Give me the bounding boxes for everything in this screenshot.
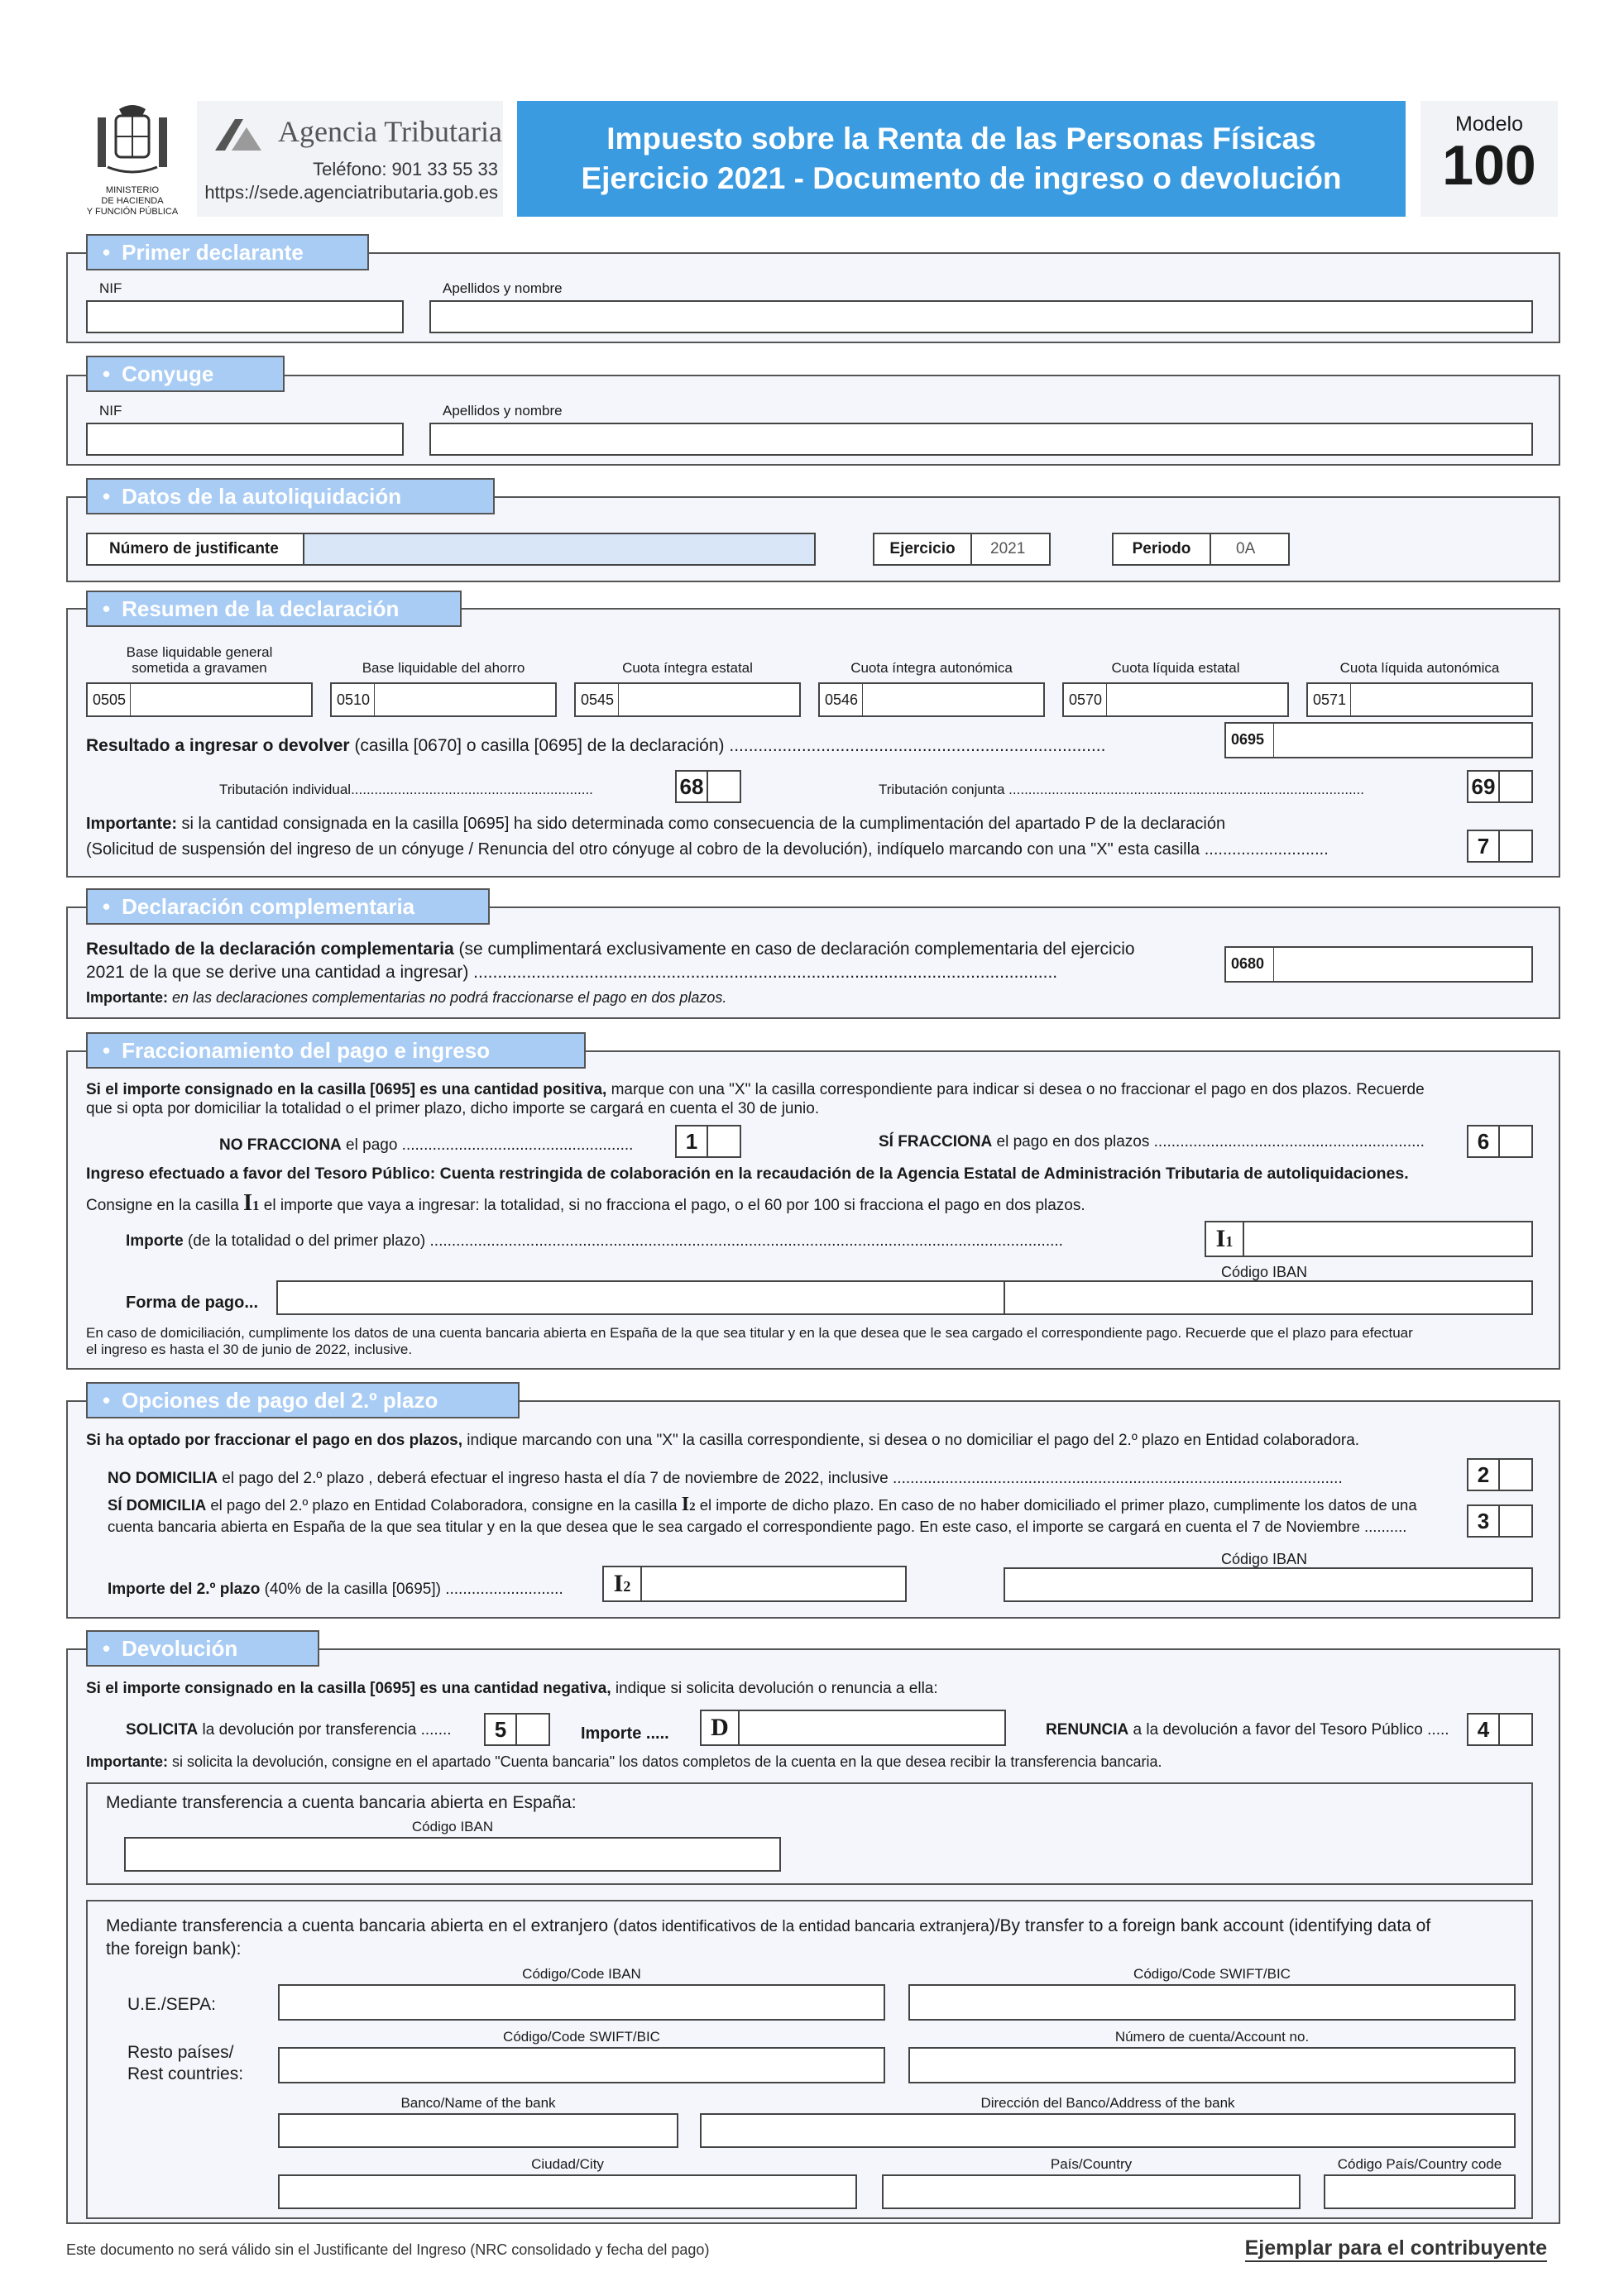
footer-note: Este documento no será válido sin el Justificante del Ingreso (NRC consolidado y fecha del pago) xyxy=(66,2241,710,2258)
complementaria-0680-input[interactable]: 0680 xyxy=(1224,946,1533,983)
agency-name: Agencia Tributaria xyxy=(278,115,502,148)
ministry-name: MINISTERIO DE HACIENDA Y FUNCIÓN PÚBLICA xyxy=(86,185,179,217)
iban-label: Código IBAN xyxy=(1221,1551,1308,1567)
espana-iban-input[interactable] xyxy=(124,1837,781,1872)
city-label: Ciudad/City xyxy=(531,2156,604,2172)
resto-account-input[interactable] xyxy=(908,2047,1516,2083)
iban-input[interactable] xyxy=(1004,1280,1533,1315)
modelo-label: Modelo xyxy=(1455,112,1523,136)
resumen-section xyxy=(66,608,1560,878)
periodo-value: 0A xyxy=(1236,540,1256,557)
espana-title: Mediante transferencia a cuenta bancaria abierta en España: xyxy=(106,1793,577,1812)
si-domicilia-text: SÍ DOMICILIA el pago del 2.º plazo en Entidad Colaboradora, consigne en la casilla I2 el importe de dicho plazo. En caso de no haber domiciliado el primer plazo, cumplimente los datos de una cuenta bancaria abierta en España de la que sea titular y en la que desea que le sea cargado el correspondiente pago. En este caso, el importe se cargará en cuenta el 7 de Noviembre .......... xyxy=(108,1494,1417,1535)
resto-paises-label: Resto países/ Rest countries: xyxy=(127,2043,244,2083)
primer-nif-input[interactable] xyxy=(86,300,404,333)
importante-checkbox[interactable]: 7 xyxy=(1467,830,1533,863)
opciones-section xyxy=(66,1400,1560,1619)
modelo-box xyxy=(1420,101,1558,217)
trib-conjunta-label: Tributación conjunta ........................................................................................... xyxy=(879,782,1364,797)
field-0570-input[interactable]: 0570 xyxy=(1062,682,1289,717)
complementaria-tab: • Declaración complementaria xyxy=(86,888,490,925)
forma-pago-input[interactable] xyxy=(276,1280,1052,1315)
account-no-label: Número de cuenta/Account no. xyxy=(1114,2029,1310,2045)
complementaria-importante: Importante: en las declaraciones complementarias no podrá fraccionarse el pago en dos plazos. xyxy=(86,989,727,1006)
nif-label: NIF xyxy=(99,403,122,419)
periodo-label: Periodo xyxy=(1114,534,1211,564)
resultado-0695-input[interactable]: 0695 xyxy=(1224,722,1533,758)
field-0545-input[interactable]: 0545 xyxy=(574,682,801,717)
ejercicio-label: Ejercicio xyxy=(874,534,972,564)
country-code-label: Código País/Country code xyxy=(1337,2156,1502,2172)
complementaria-text: Resultado de la declaración complementaria (se cumplimentará exclusivamente en caso de declaración complementaria del ejercicio 2021 de la que se derive una cantidad a ingresar) ......................................................................................................................... xyxy=(86,940,1135,982)
title-line-1: Impuesto sobre la Renta de las Personas Físicas xyxy=(606,122,1316,155)
field-label-0546: Cuota íntegra autonómica xyxy=(850,660,1013,676)
swift-code-2-label: Código/Code SWIFT/BIC xyxy=(503,2029,660,2045)
field-label-0545: Cuota íntegra estatal xyxy=(622,660,753,676)
importante-note: Importante: si la cantidad consignada en la casilla [0695] ha sido determinada como consecuencia de la cumplimentación del apartado P de la declaración (Solicitud de suspensión del ingreso de un cónyuge / Renuncia del otro cónyuge al cobro de la devolución), indíquelo marcando con una "X" esta casilla ........................... xyxy=(86,815,1329,859)
justificante-label-box: Número de justificante xyxy=(86,533,304,566)
conyuge-section xyxy=(66,375,1560,466)
importe-label: Importe (de la totalidad o del primer plazo) ................................................................................................................................................. xyxy=(126,1232,1063,1250)
field-label-0510: Base liquidable del ahorro xyxy=(362,660,525,676)
document-title xyxy=(517,101,1406,217)
no-fracciona-checkbox[interactable]: 1 xyxy=(675,1125,741,1158)
extranjero-title: Mediante transferencia a cuenta bancaria abierta en el extranjero (datos identificativos de la entidad bancaria extranjera)/By transfer to a foreign bank account (identifying data of the foreign bank): xyxy=(106,1916,1431,1959)
field-0546-input[interactable]: 0546 xyxy=(818,682,1045,717)
trib-conjunta-checkbox[interactable]: 69 xyxy=(1467,770,1533,803)
solicita-label: SOLICITA la devolución por transferencia ....... xyxy=(126,1721,452,1739)
agency-logo-icon xyxy=(210,114,268,155)
fraccionamiento-tab: • Fraccionamiento del pago e ingreso xyxy=(86,1032,586,1069)
primer-name-input[interactable] xyxy=(429,300,1533,333)
importe-d-label: Importe ..... xyxy=(581,1724,669,1743)
sepa-iban-input[interactable] xyxy=(278,1984,885,2021)
iban-code-label: Código/Code IBAN xyxy=(522,1966,641,1982)
iban-label: Código IBAN xyxy=(1221,1264,1308,1280)
name-label: Apellidos y nombre xyxy=(443,280,563,296)
resumen-tab: • Resumen de la declaración xyxy=(86,591,462,627)
country-code-input[interactable] xyxy=(1324,2174,1516,2209)
extranjero-account-box xyxy=(86,1900,1533,2219)
sepa-swift-input[interactable] xyxy=(908,1984,1516,2021)
agency-url: https://sede.agenciatributaria.gob.es xyxy=(204,182,498,203)
no-domicilia-checkbox[interactable]: 2 xyxy=(1467,1458,1533,1491)
field-label-0570: Cuota líquida estatal xyxy=(1111,660,1240,676)
swift-code-label: Código/Code SWIFT/BIC xyxy=(1133,1966,1291,1982)
d-code: D xyxy=(702,1711,740,1744)
bank-name-input[interactable] xyxy=(278,2113,678,2148)
field-0571-input[interactable]: 0571 xyxy=(1306,682,1533,717)
domiciliacion-note: En caso de domiciliación, cumplimente los datos de una cuenta bancaria abierta en España de la que sea titular y en la que desea que le sea cargado el correspondiente pago. Recuerde que el plazo para efectuar el ingreso es hasta el 30 de junio de 2022, inclusive. xyxy=(86,1325,1413,1357)
devolucion-intro: Si el importe consignado en la casilla [0695] es una cantidad negativa, indique si solicita devolución o renuncia a ella: xyxy=(86,1680,938,1697)
field-label-0505: Base liquidable general sometida a gravamen xyxy=(126,644,273,676)
no-domicilia-label: NO DOMICILIA el pago del 2.º plazo , deberá efectuar el ingreso hasta el día 7 de noviembre de 2022, inclusive ....................................................................................................... xyxy=(108,1470,1343,1487)
fracc-intro: Si el importe consignado en la casilla [0695] es una cantidad positiva, marque con una "X" la casilla correspondiente para indicar si desea o no fraccionar el pago en dos plazos. Recuerde que si opta por domiciliar la totalidad o el primer plazo, dicho importe se cargará en cuenta el 30 de junio. xyxy=(86,1081,1425,1117)
country-input[interactable] xyxy=(882,2174,1301,2209)
primer-declarante-tab: • Primer declarante xyxy=(86,234,369,270)
bank-name-label: Banco/Name of the bank xyxy=(400,2095,556,2111)
periodo-field xyxy=(1112,533,1290,566)
city-input[interactable] xyxy=(278,2174,857,2209)
country-label: País/Country xyxy=(1050,2156,1133,2172)
i2-code: I2 xyxy=(604,1567,642,1600)
resto-swift-input[interactable] xyxy=(278,2047,885,2083)
no-fracciona-label: NO FRACCIONA el pago ..................................................... xyxy=(219,1136,634,1154)
importe-2-label: Importe del 2.º plazo (40% de la casilla [0695]) ........................... xyxy=(108,1581,563,1598)
ue-sepa-label: U.E./SEPA: xyxy=(127,1995,216,2014)
renuncia-label: RENUNCIA a la devolución a favor del Tesoro Público ..... xyxy=(1046,1721,1449,1739)
devolucion-tab: • Devolución xyxy=(86,1630,319,1667)
importe-i2-input[interactable] xyxy=(602,1566,907,1602)
solicita-checkbox[interactable]: 5 xyxy=(484,1713,550,1746)
opciones-tab: • Opciones de pago del 2.º plazo xyxy=(86,1382,520,1418)
si-fracciona-label: SÍ FRACCIONA el pago en dos plazos .............................................................. xyxy=(879,1133,1425,1150)
justificante-input[interactable] xyxy=(303,533,816,566)
conyuge-name-input[interactable] xyxy=(429,423,1533,456)
agency-block xyxy=(197,101,503,217)
trib-individual-checkbox[interactable]: 68 xyxy=(675,770,741,803)
modelo-number: 100 xyxy=(1442,134,1536,197)
importe-i1-input[interactable] xyxy=(1205,1221,1533,1257)
ministry-logo xyxy=(83,101,182,217)
renuncia-checkbox[interactable]: 4 xyxy=(1467,1713,1533,1746)
bank-address-label: Dirección del Banco/Address of the bank xyxy=(980,2095,1235,2111)
devolucion-importante: Importante: si solicita la devolución, consigne en el apartado "Cuenta bancaria" los datos completos de la cuenta en la que desea recibir la transferencia bancaria. xyxy=(86,1753,1162,1770)
i1-code: I1 xyxy=(1206,1222,1244,1256)
consigne-text: Consigne en la casilla I1 el importe que vaya a ingresar: la totalidad, si no fracciona el pago, o el 60 por 100 si fracciona el pago en dos plazos. xyxy=(86,1190,1085,1216)
ejercicio-field xyxy=(873,533,1051,566)
trib-individual-label: Tributación individual.............................................................. xyxy=(219,782,593,797)
nif-label: NIF xyxy=(99,280,122,296)
name-label: Apellidos y nombre xyxy=(443,403,563,419)
espana-iban-label: Código IBAN xyxy=(411,1819,494,1834)
iban-2-input[interactable] xyxy=(1004,1567,1533,1602)
agency-phone: Teléfono: 901 33 55 33 xyxy=(313,159,498,179)
devolucion-section xyxy=(66,1648,1560,2224)
field-label-0571: Cuota líquida autonómica xyxy=(1339,660,1500,676)
conyuge-tab: • Conyuge xyxy=(86,356,285,392)
field-0510-input[interactable]: 0510 xyxy=(330,682,557,717)
ingreso-tesoro: Ingreso efectuado a favor del Tesoro Público: Cuenta restringida de colaboración en la recaudación de la Agencia Estatal de Administración Tributaria de autoliquidaciones. xyxy=(86,1165,1409,1183)
field-0505-input[interactable]: 0505 xyxy=(86,682,313,717)
si-domicilia-checkbox[interactable]: 3 xyxy=(1467,1504,1533,1538)
copy-label: Ejemplar para el contribuyente xyxy=(1245,2236,1547,2262)
resultado-label: Resultado a ingresar o devolver (casilla [0670] o casilla [0695] de la declaración) .............................................................................. xyxy=(86,736,1106,755)
si-fracciona-checkbox[interactable]: 6 xyxy=(1467,1125,1533,1158)
coat-of-arms-icon xyxy=(83,101,182,179)
autoliquidacion-tab: • Datos de la autoliquidación xyxy=(86,478,495,514)
importe-d-input[interactable] xyxy=(700,1710,1006,1746)
fraccionamiento-section xyxy=(66,1050,1560,1370)
conyuge-nif-input[interactable] xyxy=(86,423,404,456)
opciones-intro: Si ha optado por fraccionar el pago en dos plazos, indique marcando con una "X" la casilla correspondiente, si desea o no domiciliar el pago del 2.º plazo en Entidad colaboradora. xyxy=(86,1432,1360,1449)
title-line-2: Ejercicio 2021 - Documento de ingreso o devolución xyxy=(581,161,1342,195)
forma-pago-label: Forma de pago... xyxy=(126,1294,259,1312)
bank-address-input[interactable] xyxy=(700,2113,1516,2148)
ejercicio-value: 2021 xyxy=(990,540,1026,557)
espana-account-box xyxy=(86,1782,1533,1885)
